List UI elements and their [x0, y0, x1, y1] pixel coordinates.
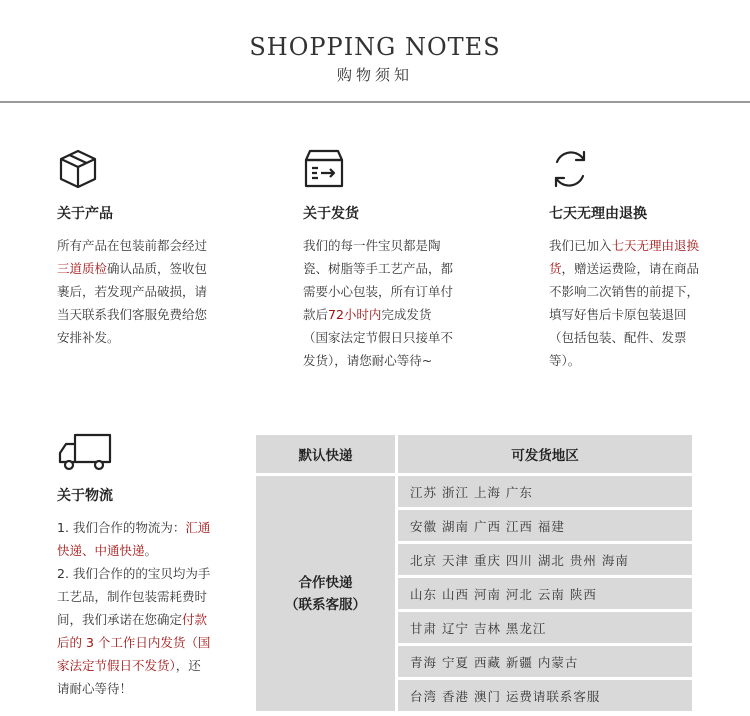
page-header	[0, 0, 750, 103]
product-text: 所有产品在包装前都会经过三道质检确认品质，签收包裹后，若发现产品破损，请当天联系我们客服免费给您安排补发。	[57, 238, 208, 345]
table-row	[256, 476, 692, 507]
truck-icon	[57, 432, 113, 472]
carrier-note: （联系客服）	[285, 596, 366, 613]
returns-text: 我们已加入七天无理由退换货，赠送运费险，请在商品不影响二次销售的前提下，填写好售后卡原包装退回（包括包装、配件、发票等）。	[549, 238, 700, 368]
header-carrier: 默认快递	[256, 435, 395, 473]
refresh-icon	[549, 148, 591, 190]
shipping-highlight: 72小时内	[328, 307, 382, 322]
carrier-name: 合作快递	[298, 574, 353, 591]
region-cell: 安徽 湖南 广西 江西 福建	[398, 510, 692, 541]
logistics-text-2: 2. 我们合作的的宝贝均为手工艺品，制作包装需耗费时间，我们承诺在您确定付款后的 3 个工作日内发货（国家法定节假日不发货），还请耐心等待！	[57, 566, 211, 696]
region-cell: 北京 天津 重庆 四川 湖北 贵州 海南	[398, 544, 692, 575]
returns-title: 七天无理由退换	[549, 206, 647, 222]
logistics-section	[57, 432, 213, 700]
shipping-title: 关于发货	[303, 206, 359, 222]
region-cell: 台湾 香港 澳门 运费请联系客服	[398, 680, 692, 711]
header-regions: 可发货地区	[398, 435, 692, 473]
page-title-cn: 购物须知	[336, 66, 413, 84]
logistics-title: 关于物流	[57, 488, 113, 504]
logistics-carriers: 汇通快递、中通快递	[57, 520, 211, 558]
shipping-section	[303, 148, 455, 372]
logistics-text-1: 1. 我们合作的物流为：汇通快递、中通快递。	[57, 520, 211, 558]
returns-highlight: 七天无理由退换货	[549, 238, 700, 276]
page-title-en: SHOPPING NOTES	[249, 33, 501, 61]
returns-section	[549, 148, 704, 372]
region-cell: 山东 山西 河南 河北 云南 陕西	[398, 578, 692, 609]
shipping-regions-table	[253, 432, 695, 714]
region-cell: 江苏 浙江 上海 广东	[398, 476, 692, 507]
carrier-cell	[256, 476, 395, 711]
product-section	[57, 148, 217, 349]
product-highlight: 三道质检	[57, 261, 108, 276]
shipping-text: 我们的每一件宝贝都是陶瓷、树脂等手工艺产品，都需要小心包装，所有订单付款后72小时内完成发货（国家法定节假日只接单不发货），请您耐心等待~	[303, 238, 454, 368]
product-title: 关于产品	[57, 206, 113, 222]
box-icon	[57, 148, 99, 190]
logistics-deadline: 付款后的 3 个工作日内发货（国家法定节假日不发货）	[57, 612, 211, 673]
delivery-box-icon	[303, 148, 345, 190]
region-cell: 甘肃 辽宁 吉林 黑龙江	[398, 612, 692, 643]
region-cell: 青海 宁夏 西藏 新疆 内蒙古	[398, 646, 692, 677]
table-header-row	[256, 435, 692, 473]
